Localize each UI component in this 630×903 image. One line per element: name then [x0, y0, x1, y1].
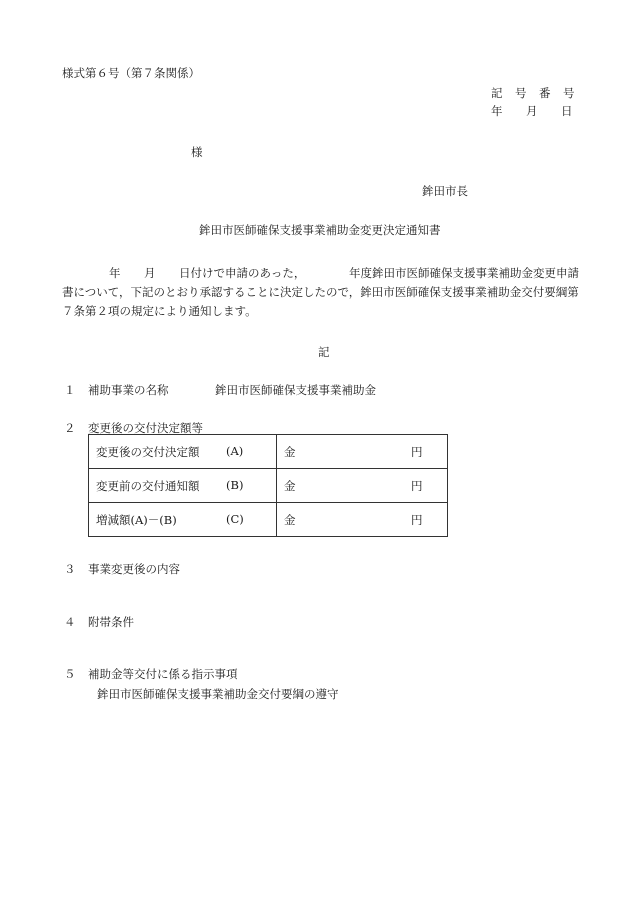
- body-line-3: ７条第２項の規定により通知します。: [62, 304, 257, 318]
- item-number: ２: [64, 421, 76, 435]
- yen-unit: 円: [411, 478, 423, 493]
- table-row: [89, 469, 448, 503]
- notice-body: [62, 264, 590, 321]
- item-number: ３: [64, 562, 76, 576]
- instructions-detail: 鉾田市医師確保支援事業補助金交付要綱の遵守: [97, 687, 339, 701]
- item-label: 変更後の交付決定額等: [88, 421, 203, 435]
- row-label-cell: 変更後の交付決定額 (A): [89, 435, 277, 469]
- ki-heading: 記: [318, 345, 330, 359]
- row-code: (A): [226, 443, 244, 458]
- item-number: １: [64, 383, 76, 397]
- project-name-value: 鉾田市医師確保支援事業補助金: [215, 383, 376, 397]
- amount-cell: 金 円: [277, 469, 448, 503]
- table-row: [89, 435, 448, 469]
- item-number: ５: [64, 667, 76, 681]
- item-label: 事業変更後の内容: [88, 562, 180, 576]
- issuer-name: 鉾田市長: [422, 184, 468, 198]
- yen-unit: 円: [411, 444, 423, 459]
- item-number: ４: [64, 615, 76, 629]
- body-line-1: 年 月 日付けで申請のあった， 年度鉾田市医師確保支援事業補助金変更申請: [109, 266, 579, 280]
- body-line-2: 書について，下記のとおり承認することに決定したので，鉾田市医師確保支援事業補助金交付要綱第: [62, 285, 579, 299]
- issue-date-label: 年 月 日: [491, 104, 573, 118]
- item-label: 補助事業の名称: [88, 383, 169, 397]
- reference-number-label: 記 号 番 号: [491, 86, 575, 100]
- grant-amount-table: [88, 434, 448, 537]
- amount-cell: 金 円: [277, 503, 448, 537]
- item-label: 附帯条件: [88, 615, 134, 629]
- row-code: (B): [226, 477, 244, 492]
- amount-cell: 金 円: [277, 435, 448, 469]
- document-title: 鉾田市医師確保支援事業補助金変更決定通知書: [199, 223, 441, 237]
- item-label: 補助金等交付に係る指示事項: [88, 667, 238, 681]
- addressee-honorific: 様: [191, 145, 203, 159]
- table-row: [89, 503, 448, 537]
- form-number: 様式第６号（第７条関係）: [62, 66, 200, 80]
- row-label-cell: 変更前の交付通知額 (B): [89, 469, 277, 503]
- row-label-cell: 増減額(A)－(B) (C): [89, 503, 277, 537]
- row-code: (C): [226, 511, 244, 526]
- yen-unit: 円: [411, 512, 423, 527]
